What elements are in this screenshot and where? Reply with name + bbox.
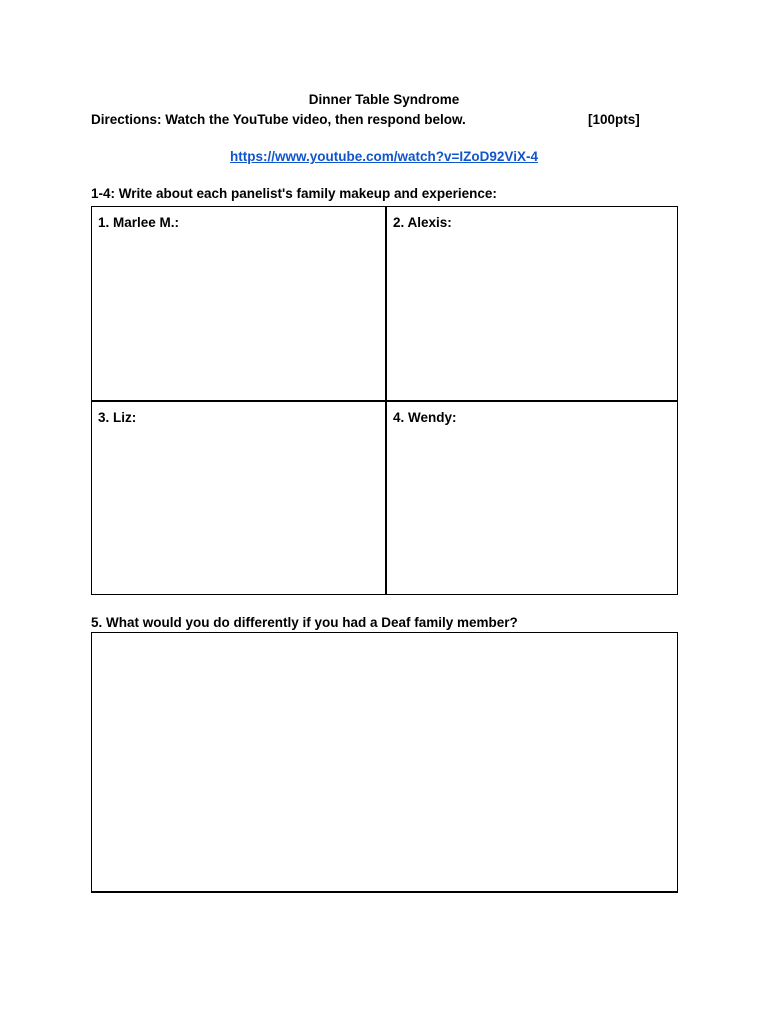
panelist-label: 1. Marlee M.: (98, 215, 180, 230)
worksheet-title: Dinner Table Syndrome (308, 92, 460, 107)
panelist-grid (91, 206, 678, 595)
panelist-cell-alexis[interactable] (387, 207, 677, 400)
points-label: [100pts] (588, 112, 640, 127)
question-5-prompt: 5. What would you do differently if you had a Deaf family member? (91, 615, 518, 630)
panelist-label: 3. Liz: (98, 410, 137, 425)
panelist-cell-marlee[interactable] (92, 207, 385, 400)
section-1-prompt: 1-4: Write about each panelist's family makeup and experience: (91, 186, 497, 201)
video-link-line (0, 149, 768, 164)
question-5-answer-box[interactable] (91, 632, 678, 893)
panelist-label: 2. Alexis: (393, 215, 452, 230)
panelist-cell-wendy[interactable] (387, 402, 677, 594)
panelist-label: 4. Wendy: (393, 410, 457, 425)
directions-text: Directions: Watch the YouTube video, then respond below. (91, 112, 466, 127)
panelist-cell-liz[interactable] (92, 402, 385, 594)
video-link[interactable]: https://www.youtube.com/watch?v=IZoD92ViX-4 (230, 149, 538, 164)
